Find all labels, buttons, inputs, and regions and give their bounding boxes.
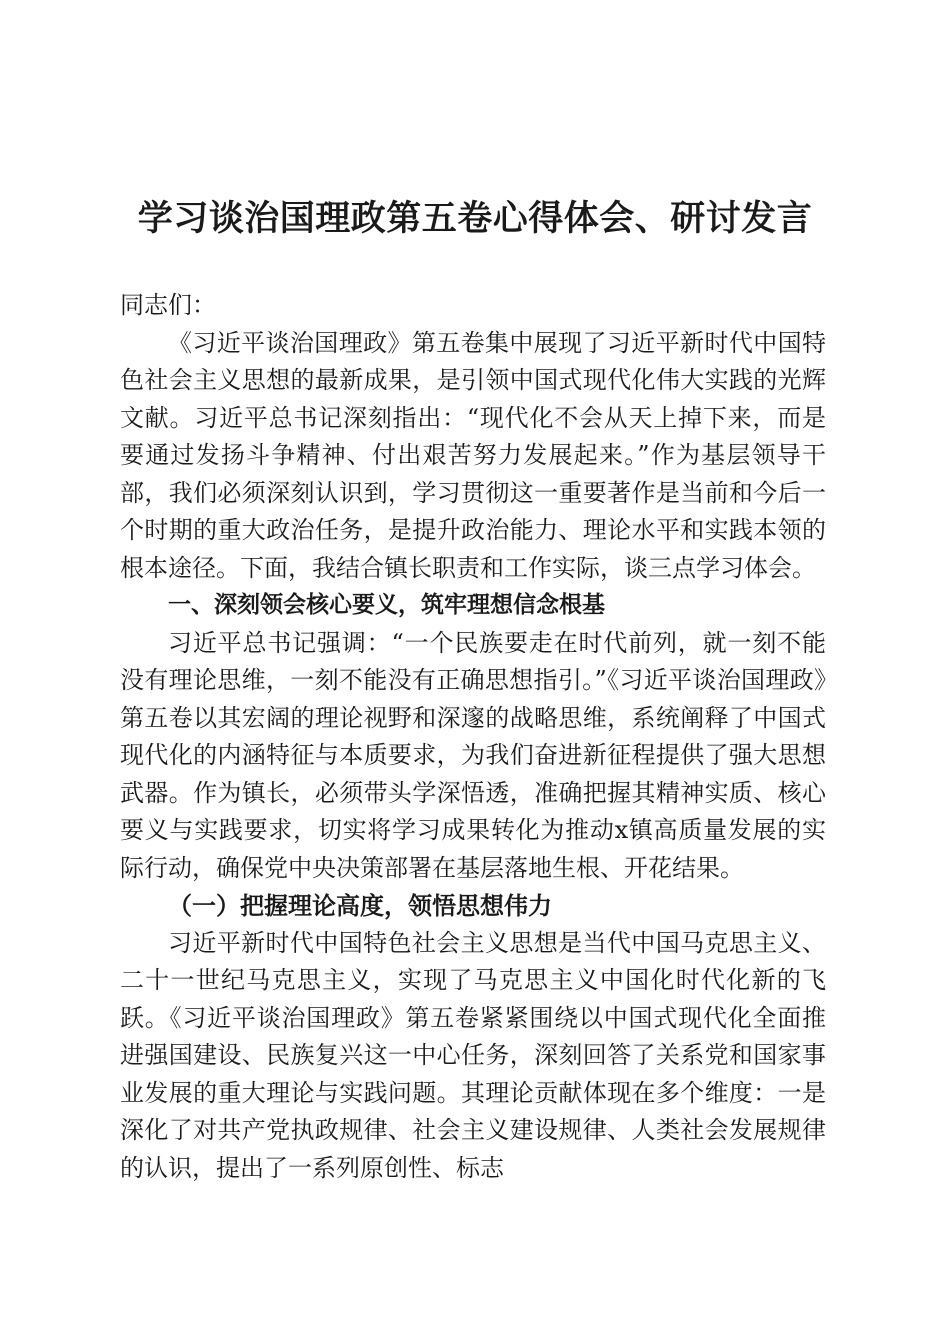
- subsection-heading-1: （一）把握理论高度，领悟思想伟力: [168, 891, 552, 920]
- greeting: 同志们：: [120, 291, 216, 319]
- section-heading-1: 一、深刻领会核心要义，筑牢理想信念根基: [168, 592, 605, 618]
- intro-paragraph: 《习近平谈治国理政》第五卷集中展现了习近平新时代中国特色社会主义思想的最新成果，是引领中国式现代化伟大实践的光辉文献。习近平总书记深刻指出：“现代化不会从天上掉下来，而是要通过发扬斗争精神、付出艰苦努力发展起来。”作为基层领导干部，我们必须深刻认识到，学习贯彻这一重要著作是当前和今后一个时期的重大政治任务，是提升政治能力、理论水平和实践本领的根本途径。下面，我结合镇长职责和工作实际，谈三点学习体会。: [120, 328, 826, 582]
- document-body: [120, 287, 826, 1187]
- section-1-paragraph: 习近平总书记强调：“一个民族要走在时代前列，就一刻不能没有理论思维，一刻不能没有正确思想指引。”《习近平谈治国理政》第五卷以其宏阔的理论视野和深邃的战略思维，系统阐释了中国式现代化的内涵特征与本质要求，为我们奋进新征程提供了强大思想武器。作为镇长，必须带头学深悟透，准确把握其精神实质、核心要义与实践要求，切实将学习成果转化为推动x镇高质量发展的实际行动，确保党中央决策部署在基层落地生根、开花结果。: [120, 628, 826, 882]
- subsection-1-paragraph: 习近平新时代中国特色社会主义思想是当代中国马克思主义、二十一世纪马克思主义，实现了马克思主义中国化时代化新的飞跃。《习近平谈治国理政》第五卷紧紧围绕以中国式现代化全面推进强国建设、民族复兴这一中心任务，深刻回答了关系党和国家事业发展的重大理论与实践问题。其理论贡献体现在多个维度：一是深化了对共产党执政规律、社会主义建设规律、人类社会发展规律的认识，提出了一系列原创性、标志: [120, 928, 826, 1182]
- document-title: 学习谈治国理政第五卷心得体会、研讨发言: [137, 198, 813, 239]
